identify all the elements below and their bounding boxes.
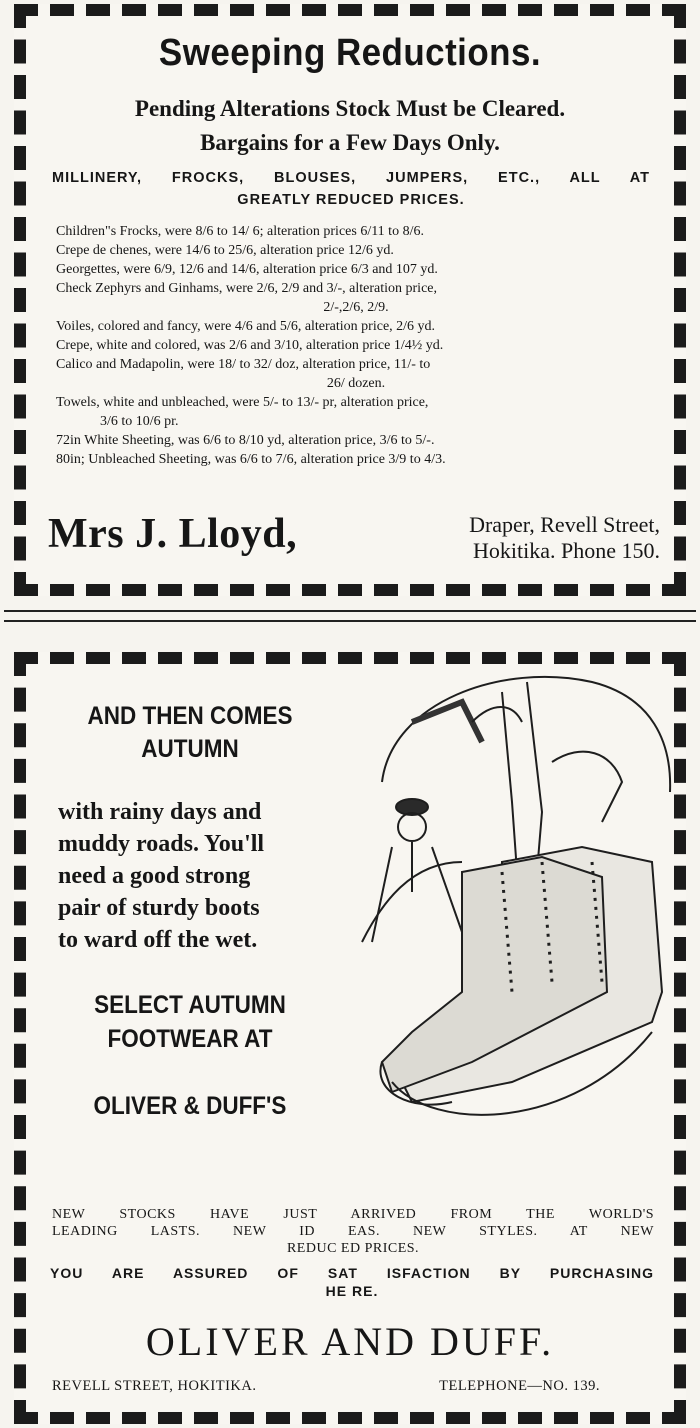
- price-item: [56, 431, 656, 450]
- price-list: [56, 222, 656, 469]
- price-item: [56, 279, 656, 317]
- price-item-line: Calico and Madapolin, were 18/ to 32/ doz, alteration price, 11/- to: [56, 357, 431, 372]
- ad2-new-stocks-line-2: LEADING LASTS. NEW ID EAS. NEW STYLES. AT NEW: [52, 1224, 654, 1239]
- price-item-line: Voiles, colored and fancy, were 4/6 and 5/6, alteration price, 2/6 yd.: [56, 319, 436, 334]
- ad2-store-banner: OLIVER AND DUFF.: [145, 1319, 555, 1364]
- price-item: [56, 355, 656, 393]
- ad2-select: [55, 988, 325, 1056]
- ad1-signature: Mrs J. Lloyd,: [48, 511, 298, 557]
- price-item: [56, 336, 656, 355]
- price-item: [56, 450, 656, 469]
- ad2-store-name: OLIVER & DUFF'S: [93, 1092, 287, 1120]
- ad2-assured-line-2: HE RE.: [325, 1283, 379, 1299]
- price-item-line: Crepe de chenes, were 14/6 to 25/6, alteration price 12/6 yd.: [56, 243, 394, 258]
- ad1-address-line-2: Hokitika. Phone 150.: [473, 538, 660, 563]
- ad2-new-stocks: [52, 1206, 654, 1257]
- ad1-caps-line-2: GREATLY REDUCED PRICES.: [237, 192, 465, 208]
- ad2-body-line: muddy roads. You'll: [58, 831, 265, 857]
- price-item-line: Towels, white and unbleached, were 5/- to 13/- pr, alteration price,: [56, 395, 429, 410]
- price-item-continuation: 3/6 to 10/6 pr.: [100, 414, 179, 429]
- price-item-line: Check Zephyrs and Ginhams, were 2/6, 2/9 and 3/-, alteration price,: [56, 281, 437, 296]
- price-item: [56, 222, 656, 241]
- ad1-headline: Sweeping Reductions.: [158, 32, 542, 74]
- ad2-heading-line-1: AND THEN COMES: [87, 702, 293, 730]
- ad2-body-line: need a good strong: [58, 863, 251, 889]
- ad1-subhead-1: Pending Alterations Stock Must be Cleared.: [134, 96, 566, 121]
- price-item-line: Children"s Frocks, were 8/6 to 14/ 6; alteration prices 6/11 to 8/6.: [56, 224, 424, 239]
- boots-and-figures-illustration: [352, 662, 678, 1182]
- ad2-new-stocks-line-3: REDUC ED PRICES.: [286, 1241, 420, 1256]
- ad2-body-line: with rainy days and: [58, 799, 262, 825]
- price-item: [56, 241, 656, 260]
- ad2-footer-telephone: TELEPHONE—NO. 139.: [439, 1378, 600, 1394]
- ad1-address: [469, 512, 660, 564]
- ad2-heading-line-2: AUTUMN: [141, 735, 239, 763]
- ad2-heading: [55, 700, 325, 766]
- price-item: [56, 260, 656, 279]
- ad2-assured-line-1: YOU ARE ASSURED OF SAT ISFACTION BY PURCHASING: [50, 1265, 654, 1281]
- ad2-footer: [52, 1378, 600, 1395]
- ad2-footer-address: REVELL STREET, HOKITIKA.: [52, 1378, 257, 1394]
- ad2-select-line-1: SELECT AUTUMN: [94, 991, 286, 1019]
- ad2-body-line: to ward off the wet.: [58, 927, 258, 953]
- price-item-continuation: 2/-,2/6, 2/9.: [323, 300, 389, 315]
- price-item-line: 72in White Sheeting, was 6/6 to 8/10 yd, alteration price, 3/6 to 5/-.: [56, 433, 435, 448]
- price-item-line: Crepe, white and colored, was 2/6 and 3/10, alteration price 1/4½ yd.: [56, 338, 444, 353]
- column-divider: [4, 610, 696, 622]
- ad1-caps-line-1: MILLINERY, FROCKS, BLOUSES, JUMPERS, ETC., ALL AT: [52, 170, 650, 186]
- ad2-new-stocks-line-1: NEW STOCKS HAVE JUST ARRIVED FROM THE WORLD'S: [52, 1207, 654, 1222]
- price-item-line: 80in; Unbleached Sheeting, was 6/6 to 7/6, alteration price 3/9 to 4/3.: [56, 452, 446, 467]
- ad1-subhead-2: Bargains for a Few Days Only.: [200, 130, 500, 155]
- ad2-body-line: pair of sturdy boots: [58, 895, 260, 921]
- ad2-body: [58, 796, 338, 956]
- ad2-assured: [50, 1264, 654, 1300]
- price-item: [56, 393, 656, 431]
- ad2-select-line-2: FOOTWEAR AT: [107, 1025, 273, 1053]
- ad1-address-line-1: Draper, Revell Street,: [469, 512, 660, 537]
- price-item-continuation: 26/ dozen.: [326, 376, 386, 391]
- price-item: [56, 317, 656, 336]
- price-item-line: Georgettes, were 6/9, 12/6 and 14/6, alteration price 6/3 and 107 yd.: [56, 262, 438, 277]
